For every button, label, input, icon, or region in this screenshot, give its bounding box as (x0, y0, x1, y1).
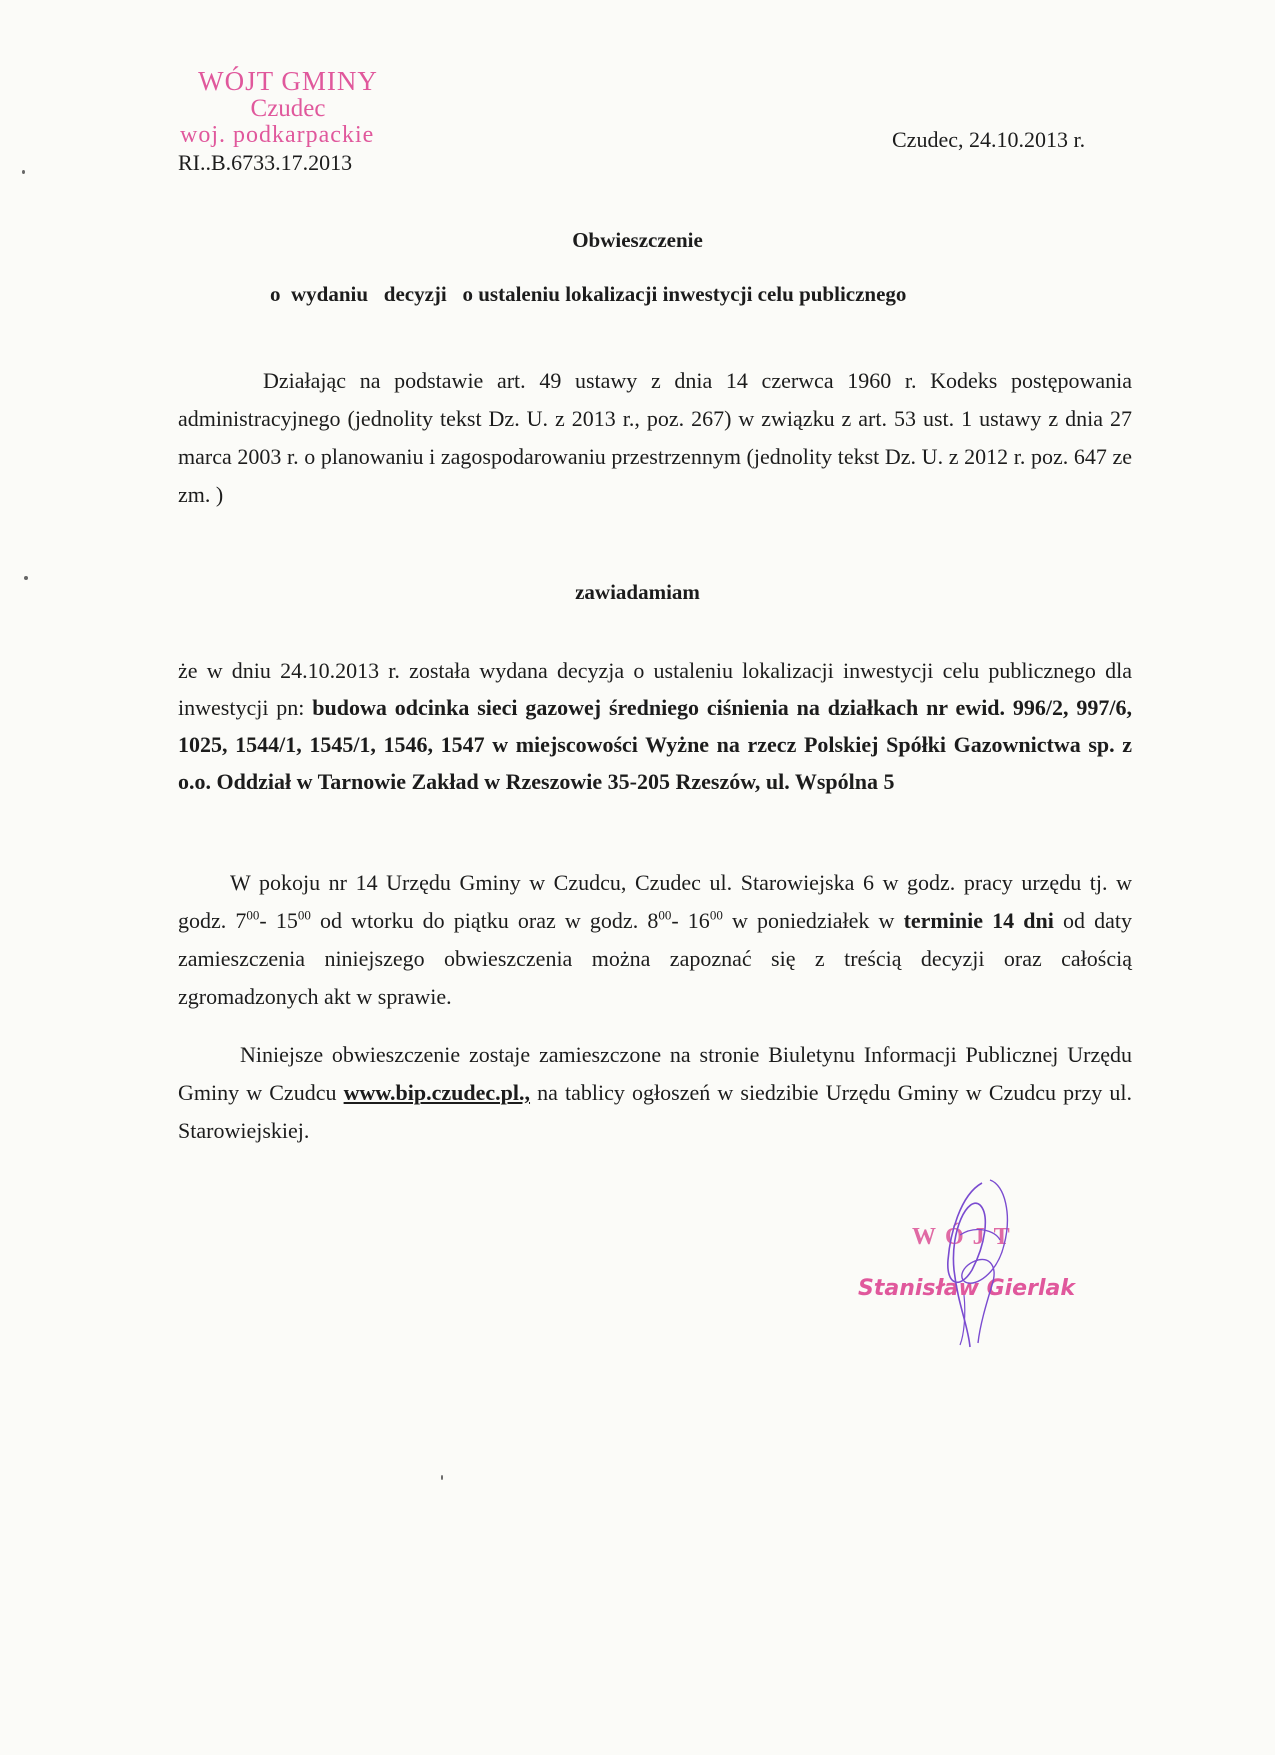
inspection-text-f: od daty zamieszczenia niniejszego obwieszczenia można zapoznać się z treścią decyzji oraz całością zgromadzonych akt w sprawie. (178, 908, 1133, 1009)
inspection-paragraph (178, 864, 1132, 1016)
publication-paragraph (178, 1036, 1132, 1150)
inspection-text-c: od wtorku do piątku oraz w godz. 8 (310, 908, 659, 933)
document-title: Obwieszczenie (572, 228, 703, 252)
signature-stamp-title: WÓJT (912, 1224, 1019, 1250)
handwritten-signature (920, 1175, 1030, 1350)
time-sup: 00 (658, 907, 672, 923)
reference-number: RI..B.6733.17.2013 (178, 150, 353, 175)
decision-paragraph (178, 652, 1132, 800)
publication-text-b: na tablicy ogłoszeń w siedzibie Urzędu Gminy w Czudcu przy ul. Starowiejskiej. (178, 1080, 1132, 1143)
scan-speck (22, 170, 25, 174)
time-sup: 00 (297, 907, 311, 923)
time-sup: 00 (709, 907, 723, 923)
publication-text-a: Niniejsze obwieszczenie zostaje zamieszczone na stronie Biuletynu Informacji Publicznej Urzędu Gminy w Czudcu (178, 1042, 1132, 1105)
inspection-text-e: w poniedziałek w (722, 908, 904, 933)
decision-text: że w dniu 24.10.2013 r. została wydana decyzja o ustaleniu lokalizacji inwestycji celu publicznego dla inwestycji pn: (178, 658, 1132, 720)
document-subtitle: o wydaniu decyzji o ustaleniu lokalizacji inwestycji celu publicznego (270, 282, 907, 306)
time-sup: 00 (246, 907, 260, 923)
scan-speck (441, 1475, 443, 1480)
stamp-line-office: WÓJT GMINY (198, 66, 378, 96)
inspection-text-d: - 16 (671, 908, 710, 933)
deadline-text: terminie 14 dni (903, 908, 1054, 933)
notify-heading: zawiadamiam (575, 580, 700, 604)
place-and-date: Czudec, 24.10.2013 r. (892, 127, 1086, 152)
signature-stamp-name: Stanisław Gierlak (858, 1276, 1075, 1301)
header-stamp (168, 68, 408, 147)
stamp-line-voivodeship: woj. podkarpackie (180, 122, 375, 148)
bip-link[interactable]: www.bip.czudec.pl., (343, 1080, 531, 1105)
legal-basis-paragraph: Działając na podstawie art. 49 ustawy z dnia 14 czerwca 1960 r. Kodeks postępowania administracyjnego (jednolity tekst Dz. U. z 2013 r., poz. 267) w związku z art. 53 ust. 1 ustawy z dnia 27 marca 2003 r. o planowaniu i zagospodarowaniu przestrzennym (jednolity tekst Dz. U. z 2012 r. poz. 647 ze zm. ) (178, 368, 1132, 507)
scan-speck (24, 576, 28, 580)
stamp-line-municipality: Czudec (250, 95, 326, 122)
inspection-text-a: W pokoju nr 14 Urzędu Gminy w Czudcu, Czudec ul. Starowiejska 6 w godz. pracy urzędu tj. w godz. 7 (178, 870, 1132, 933)
investment-description: budowa odcinka sieci gazowej średniego ciśnienia na działkach nr ewid. 996/2, 997/6, 1025, 1544/1, 1545/1, 1546, 1547 w miejscowości Wyżne na rzecz Polskiej Spółki Gazownictwa sp. z o.o. Oddział w Tarnowie Zakład w Rzeszowie 35-205 Rzeszów, ul. Wspólna 5 (178, 695, 1132, 794)
inspection-text-b: - 15 (259, 908, 298, 933)
